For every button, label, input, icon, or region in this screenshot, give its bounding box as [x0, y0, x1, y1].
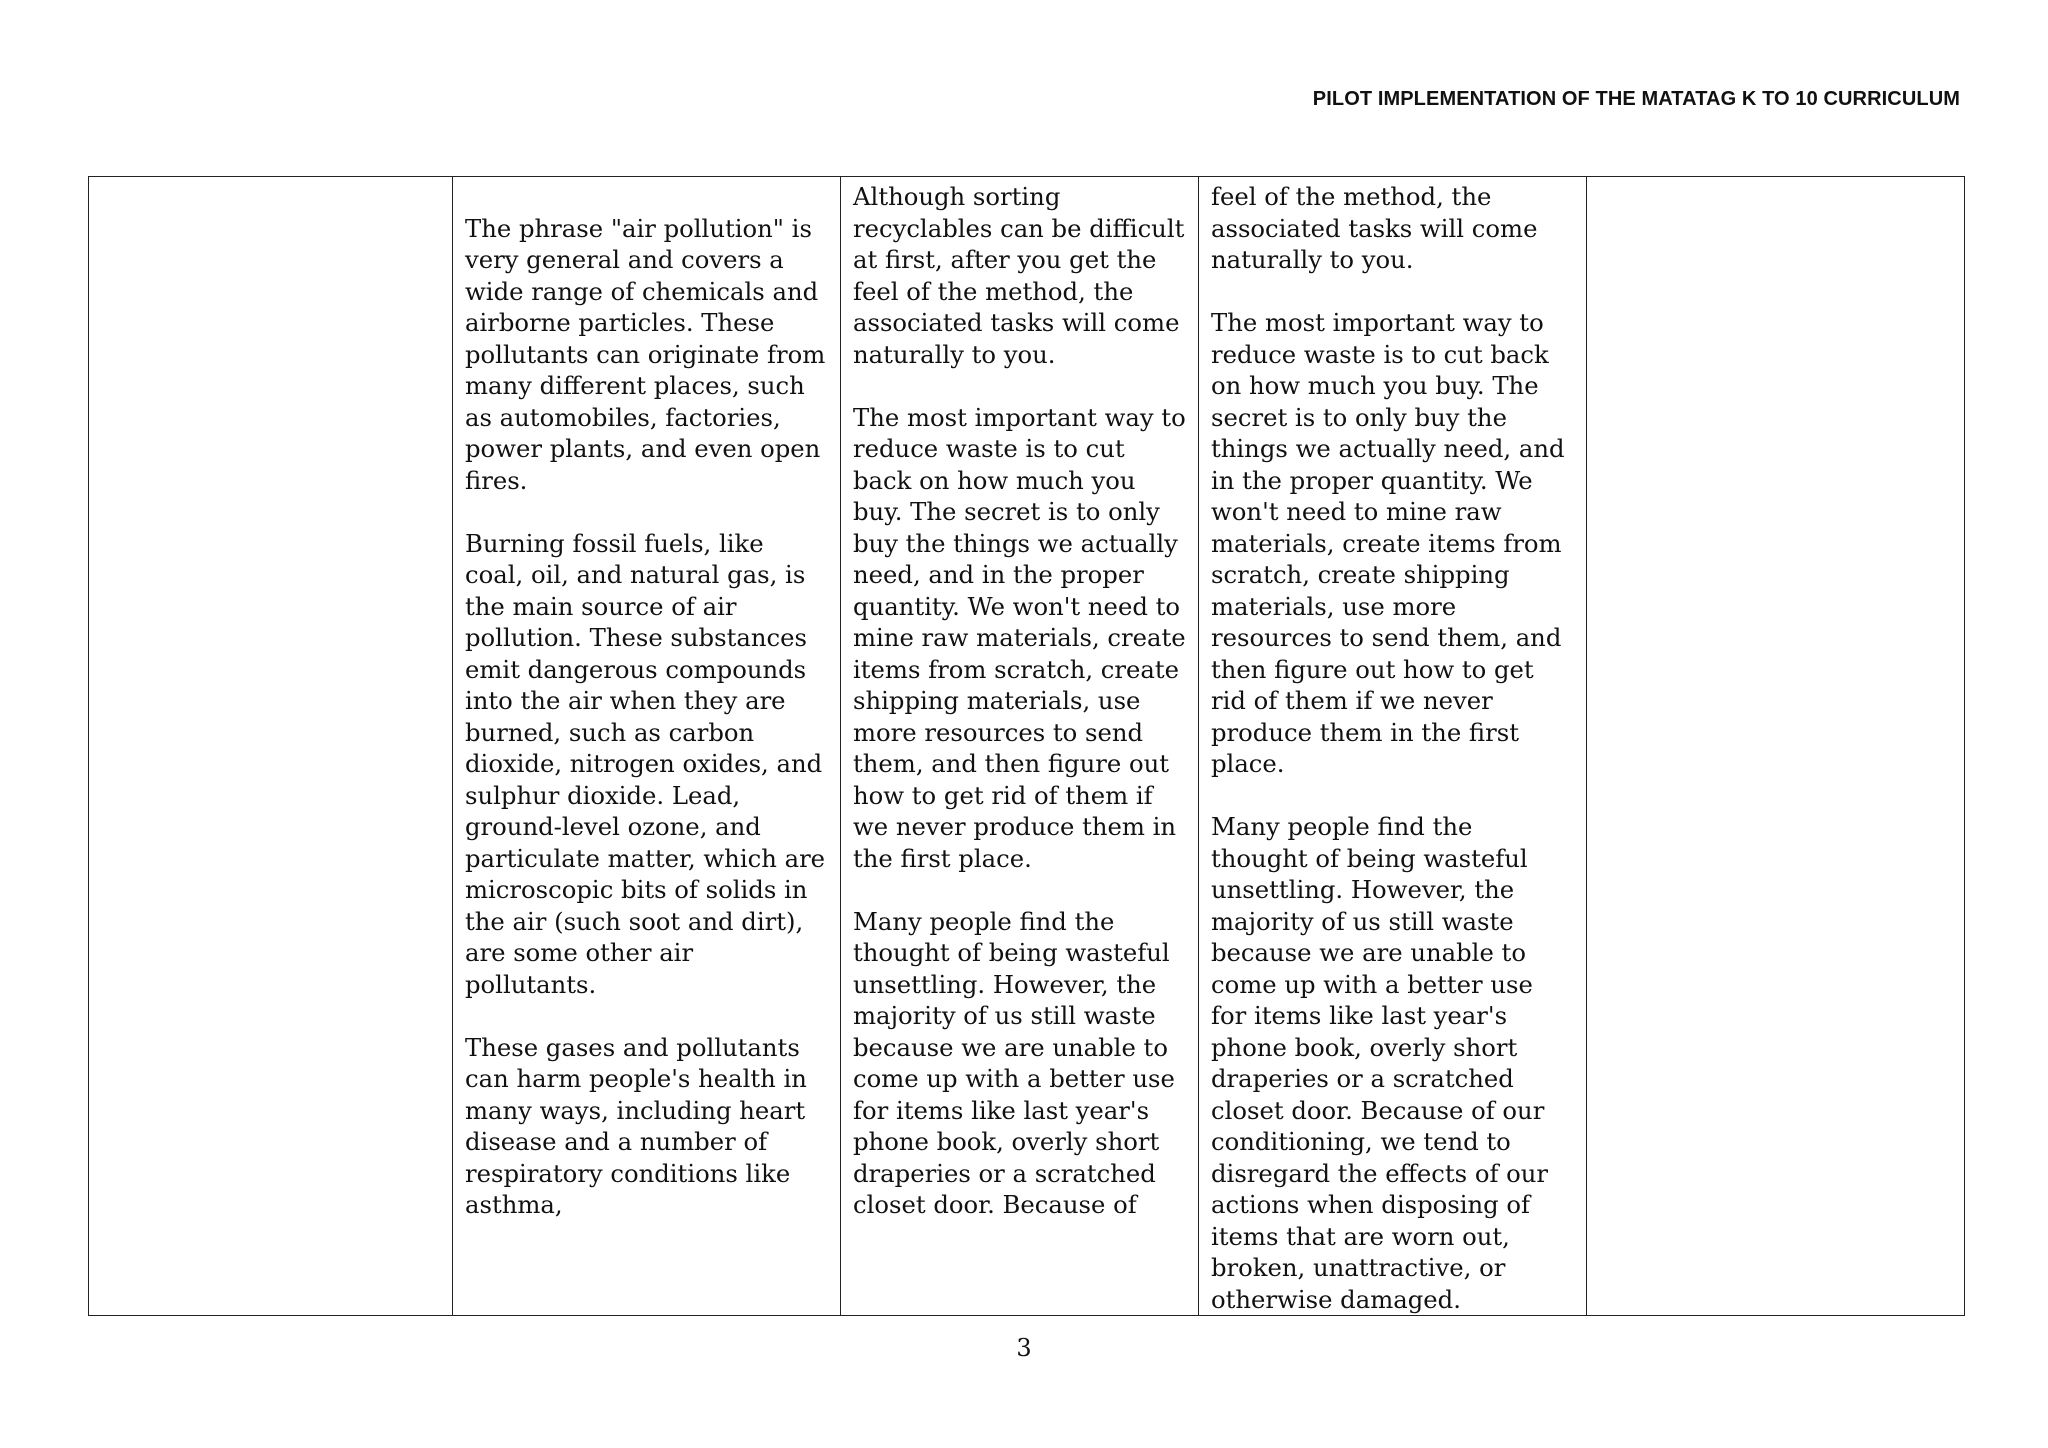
table-cell-4 [1199, 177, 1587, 1316]
table-cell-2 [453, 177, 841, 1316]
cell-text-reduce-waste: feel of the method, the associated tasks will come naturally to you. The most important way to reduce waste is to cut back on how much you buy. The secret is to only buy the things we actually need, and in the proper quantity. We won't need to mine raw materials, create items from scratch, create shipping materials, use more resources to send them, and then figure out how to get rid of them if we never produce them in the first place. Many people find the thought of being wasteful unsettling. However, the majority of us still waste because we are unable to come up with a better use for items like last year's phone book, overly short draperies or a scratched closet door. Because of our conditioning, we tend to disregard the effects of our actions when disposing of items that are worn out, broken, unattractive, or otherwise damaged. [1211, 182, 1565, 1314]
table-row [89, 177, 1965, 1316]
table-cell-1 [89, 177, 453, 1316]
table-cell-3 [841, 177, 1199, 1316]
cell-text-air-pollution: The phrase "air pollution" is very general and covers a wide range of chemicals and airborne particles. These pollutants can originate from many different places, such as automobiles, factories, power plants, and even open fires. Burning fossil fuels, like coal, oil, and natural gas, is the main source of air pollution. These substances emit dangerous compounds into the air when they are burned, such as carbon dioxide, nitrogen oxides, and sulphur dioxide. Lead, ground-level ozone, and particulate matter, which are microscopic bits of solids in the air (such soot and dirt), are some other air pollutants. These gases and pollutants can harm people's health in many ways, including heart disease and a number of respiratory conditions like asthma, [465, 213, 826, 1219]
cell-text-recycling: Although sorting recyclables can be difficult at first, after you get the feel of the method, the associated tasks will come naturally to you. The most important way to reduce waste is to cut back on how much you buy. The secret is to only buy the things we actually need, and in the proper quantity. We won't need to mine raw materials, create items from scratch, create shipping materials, use more resources to send them, and then figure out how to get rid of them if we never produce them in the first place. Many people find the thought of being wasteful unsettling. However, the majority of us still waste because we are unable to come up with a better use for items like last year's phone book, overly short draperies or a scratched closet door. Because of [853, 182, 1186, 1219]
table-cell-5 [1587, 177, 1965, 1316]
page-number: 3 [1016, 1334, 1032, 1362]
content-table [88, 176, 1965, 1316]
page-header: PILOT IMPLEMENTATION OF THE MATATAG K TO 10 CURRICULUM [1312, 88, 1960, 110]
